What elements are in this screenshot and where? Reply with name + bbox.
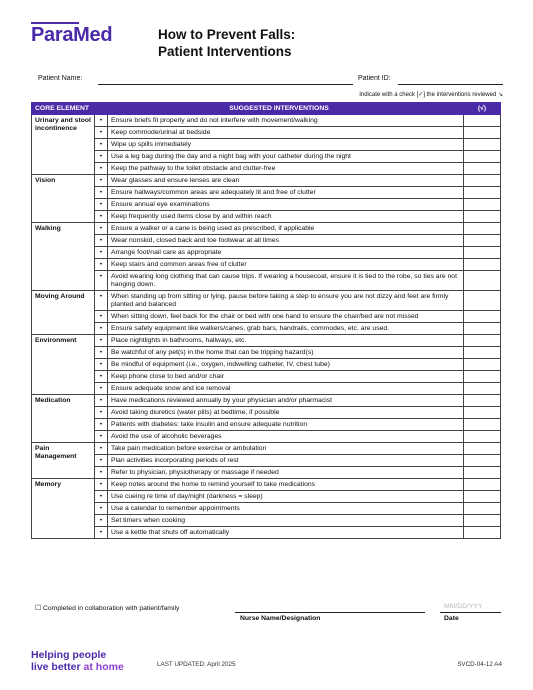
bullet-icon: • bbox=[95, 291, 108, 311]
patient-name-field[interactable] bbox=[98, 84, 353, 85]
check-cell[interactable] bbox=[464, 395, 501, 407]
check-cell[interactable] bbox=[464, 383, 501, 395]
intervention-text: Avoid wearing long clothing that can cause trips. If wearing a housecoat, ensure it is tied to the robe, so ties are not hanging down. bbox=[108, 271, 464, 291]
core-element-cell: Pain Management bbox=[32, 443, 95, 479]
check-cell[interactable] bbox=[464, 163, 501, 175]
patient-name-label: Patient Name: bbox=[38, 75, 83, 82]
check-cell[interactable] bbox=[464, 259, 501, 271]
intervention-text: Keep notes around the home to remind yourself to take medications bbox=[108, 479, 464, 491]
core-element-cell: Vision bbox=[32, 175, 95, 223]
table-row bbox=[32, 527, 501, 539]
bullet-icon: • bbox=[95, 431, 108, 443]
table-row bbox=[32, 271, 501, 291]
check-cell[interactable] bbox=[464, 247, 501, 259]
table-row bbox=[32, 291, 501, 311]
tagline-line-1: Helping people bbox=[31, 649, 107, 661]
intervention-text: Refer to physician, physiotherapy or massage if needed bbox=[108, 467, 464, 479]
bullet-icon: • bbox=[95, 515, 108, 527]
check-cell[interactable] bbox=[464, 515, 501, 527]
bullet-icon: • bbox=[95, 163, 108, 175]
intervention-text: Plan activities incorporating periods of rest bbox=[108, 455, 464, 467]
date-line bbox=[440, 612, 501, 613]
table-row bbox=[32, 443, 501, 455]
tagline bbox=[31, 649, 124, 673]
intervention-text: When standing up from sitting or lying, pause before taking a step to ensure you are not dizzy and feet are firmly planted and balanced bbox=[108, 291, 464, 311]
intervention-text: Patients with diabetes: take insulin and ensure adequate nutrition bbox=[108, 419, 464, 431]
table-row bbox=[32, 419, 501, 431]
bullet-icon: • bbox=[95, 323, 108, 335]
interventions-body bbox=[32, 115, 501, 539]
table-row bbox=[32, 199, 501, 211]
table-row bbox=[32, 407, 501, 419]
intervention-text: Wear glasses and ensure lenses are clean bbox=[108, 175, 464, 187]
table-row bbox=[32, 311, 501, 323]
bullet-icon: • bbox=[95, 271, 108, 291]
intervention-text: Use a leg bag during the day and a night bag with your catheter during the night bbox=[108, 151, 464, 163]
table-row bbox=[32, 175, 501, 187]
check-cell[interactable] bbox=[464, 115, 501, 127]
bullet-icon: • bbox=[95, 175, 108, 187]
bullet-icon: • bbox=[95, 211, 108, 223]
check-cell[interactable] bbox=[464, 199, 501, 211]
intervention-text: Avoid the use of alcoholic beverages bbox=[108, 431, 464, 443]
intervention-text: Avoid taking diuretics (water pills) at bedtime, if possible bbox=[108, 407, 464, 419]
table-row bbox=[32, 115, 501, 127]
check-cell[interactable] bbox=[464, 187, 501, 199]
date-field[interactable]: MM/DD/YYY bbox=[444, 603, 483, 610]
check-cell[interactable] bbox=[464, 407, 501, 419]
bullet-icon: • bbox=[95, 347, 108, 359]
bullet-icon: • bbox=[95, 127, 108, 139]
check-cell[interactable] bbox=[464, 467, 501, 479]
date-label: Date bbox=[444, 615, 459, 622]
intervention-text: Ensure a walker or a cane is being used as prescribed, if applicable bbox=[108, 223, 464, 235]
interventions-table bbox=[31, 102, 501, 539]
intervention-text: Ensure annual eye examinations bbox=[108, 199, 464, 211]
core-element-cell: Medication bbox=[32, 395, 95, 443]
intervention-text: When sitting down, feel back for the chair or bed with one hand to ensure the chair/bed are not missed bbox=[108, 311, 464, 323]
table-row bbox=[32, 223, 501, 235]
table-row bbox=[32, 151, 501, 163]
bullet-icon: • bbox=[95, 187, 108, 199]
table-row bbox=[32, 515, 501, 527]
title-line-1: How to Prevent Falls: bbox=[158, 27, 296, 42]
check-cell[interactable] bbox=[464, 431, 501, 443]
table-row bbox=[32, 187, 501, 199]
table-row bbox=[32, 347, 501, 359]
check-cell[interactable] bbox=[464, 347, 501, 359]
bullet-icon: • bbox=[95, 115, 108, 127]
nurse-name-label: Nurse Name/Designation bbox=[240, 615, 321, 622]
check-cell[interactable] bbox=[464, 527, 501, 539]
core-element-cell: Urinary and stool incontinence bbox=[32, 115, 95, 175]
table-row bbox=[32, 479, 501, 491]
bullet-icon: • bbox=[95, 479, 108, 491]
bullet-icon: • bbox=[95, 383, 108, 395]
bullet-icon: • bbox=[95, 335, 108, 347]
check-cell[interactable] bbox=[464, 127, 501, 139]
check-cell[interactable] bbox=[464, 211, 501, 223]
intervention-text: Keep the pathway to the toilet obstacle and clutter-free bbox=[108, 163, 464, 175]
check-cell[interactable] bbox=[464, 443, 501, 455]
check-cell[interactable] bbox=[464, 479, 501, 491]
patient-id-field[interactable] bbox=[398, 84, 503, 85]
check-cell[interactable] bbox=[464, 291, 501, 311]
intervention-text: Keep stairs and common areas free of clutter bbox=[108, 259, 464, 271]
bullet-icon: • bbox=[95, 503, 108, 515]
table-row bbox=[32, 467, 501, 479]
header-check: (√) bbox=[464, 103, 501, 115]
table-row bbox=[32, 323, 501, 335]
table-row bbox=[32, 235, 501, 247]
intervention-text: Set timers when cooking bbox=[108, 515, 464, 527]
intervention-text: Keep phone close to bed and/or chair bbox=[108, 371, 464, 383]
check-cell[interactable] bbox=[464, 371, 501, 383]
table-row bbox=[32, 491, 501, 503]
tagline-part-2: at home bbox=[83, 661, 124, 673]
table-row bbox=[32, 259, 501, 271]
bullet-icon: • bbox=[95, 491, 108, 503]
paramed-logo: ParaMed bbox=[31, 24, 113, 46]
header-core-element: CORE ELEMENT bbox=[32, 103, 95, 115]
table-row bbox=[32, 247, 501, 259]
intervention-text: Use cueing re time of day/night (darkness = sleep) bbox=[108, 491, 464, 503]
check-cell[interactable] bbox=[464, 455, 501, 467]
table-row bbox=[32, 127, 501, 139]
intervention-text: Wear nonskid, closed back and toe footwear at all times bbox=[108, 235, 464, 247]
check-cell[interactable] bbox=[464, 175, 501, 187]
check-cell[interactable] bbox=[464, 235, 501, 247]
bullet-icon: • bbox=[95, 247, 108, 259]
table-row bbox=[32, 139, 501, 151]
document-code: SVCD-04-12 A4 bbox=[457, 661, 502, 668]
intervention-text: Be mindful of equipment (i.e., oxygen, indwelling catheter, IV, chest tube) bbox=[108, 359, 464, 371]
core-element-cell: Environment bbox=[32, 335, 95, 395]
patient-info-row bbox=[38, 75, 508, 87]
table-row bbox=[32, 359, 501, 371]
intervention-text: Ensure safety equipment like walkers/canes, grab bars, handrails, commodes, etc. are used. bbox=[108, 323, 464, 335]
check-cell[interactable] bbox=[464, 223, 501, 235]
bullet-icon: • bbox=[95, 359, 108, 371]
bullet-icon: • bbox=[95, 311, 108, 323]
intervention-text: Have medications reviewed annually by your physician and/or pharmacist bbox=[108, 395, 464, 407]
title-line-2: Patient Interventions bbox=[158, 44, 292, 59]
core-element-cell: Walking bbox=[32, 223, 95, 291]
intervention-text: Use a calendar to remember appointments bbox=[108, 503, 464, 515]
intervention-text: Ensure adequate snow and ice removal bbox=[108, 383, 464, 395]
bullet-icon: • bbox=[95, 199, 108, 211]
patient-id-label: Patient ID: bbox=[358, 75, 391, 82]
bullet-icon: • bbox=[95, 527, 108, 539]
table-row bbox=[32, 431, 501, 443]
check-instructions: Indicate with a check [✓] the interventions reviewed ↘ bbox=[359, 92, 503, 98]
check-cell[interactable] bbox=[464, 323, 501, 335]
intervention-text: Wipe up spills immediately bbox=[108, 139, 464, 151]
bullet-icon: • bbox=[95, 259, 108, 271]
table-row bbox=[32, 211, 501, 223]
tagline-part-1: live better bbox=[31, 661, 84, 673]
page-title bbox=[158, 26, 295, 60]
intervention-text: Keep frequently used items close by and within reach bbox=[108, 211, 464, 223]
check-cell[interactable] bbox=[464, 151, 501, 163]
bullet-icon: • bbox=[95, 223, 108, 235]
collaboration-checkbox[interactable]: ☐ Completed in collaboration with patient/family bbox=[35, 605, 180, 612]
last-updated: LAST UPDATED: April 2025 bbox=[157, 661, 236, 668]
check-cell[interactable] bbox=[464, 503, 501, 515]
check-cell[interactable] bbox=[464, 335, 501, 347]
bullet-icon: • bbox=[95, 235, 108, 247]
bullet-icon: • bbox=[95, 419, 108, 431]
intervention-text: Place nightlights in bathrooms, hallways, etc. bbox=[108, 335, 464, 347]
intervention-text: Ensure briefs fit properly and do not interfere with movement/walking bbox=[108, 115, 464, 127]
core-element-cell: Memory bbox=[32, 479, 95, 539]
check-cell[interactable] bbox=[464, 311, 501, 323]
bullet-icon: • bbox=[95, 371, 108, 383]
intervention-text: Arrange foot/nail care as appropriate bbox=[108, 247, 464, 259]
intervention-text: Use a kettle that shuts off automatically bbox=[108, 527, 464, 539]
table-row bbox=[32, 371, 501, 383]
intervention-text: Be watchful of any pet(s) in the home that can be tripping hazard(s) bbox=[108, 347, 464, 359]
check-cell[interactable] bbox=[464, 419, 501, 431]
intervention-text: Keep commode/urinal at bedside bbox=[108, 127, 464, 139]
check-cell[interactable] bbox=[464, 491, 501, 503]
table-row bbox=[32, 395, 501, 407]
bullet-icon: • bbox=[95, 455, 108, 467]
table-header-row bbox=[32, 103, 501, 115]
nurse-signature-line[interactable] bbox=[235, 612, 425, 613]
bullet-icon: • bbox=[95, 467, 108, 479]
core-element-cell: Moving Around bbox=[32, 291, 95, 335]
bullet-icon: • bbox=[95, 151, 108, 163]
table-row bbox=[32, 383, 501, 395]
check-cell[interactable] bbox=[464, 359, 501, 371]
bullet-icon: • bbox=[95, 395, 108, 407]
intervention-text: Ensure hallways/common areas are adequately lit and free of clutter bbox=[108, 187, 464, 199]
intervention-text: Take pain medication before exercise or ambulation bbox=[108, 443, 464, 455]
table-row bbox=[32, 503, 501, 515]
table-row bbox=[32, 335, 501, 347]
bullet-icon: • bbox=[95, 139, 108, 151]
table-row bbox=[32, 163, 501, 175]
tagline-line-2 bbox=[31, 661, 124, 673]
table-row bbox=[32, 455, 501, 467]
check-cell[interactable] bbox=[464, 271, 501, 291]
bullet-icon: • bbox=[95, 443, 108, 455]
check-cell[interactable] bbox=[464, 139, 501, 151]
header-suggested-interventions: SUGGESTED INTERVENTIONS bbox=[95, 103, 464, 115]
bullet-icon: • bbox=[95, 407, 108, 419]
